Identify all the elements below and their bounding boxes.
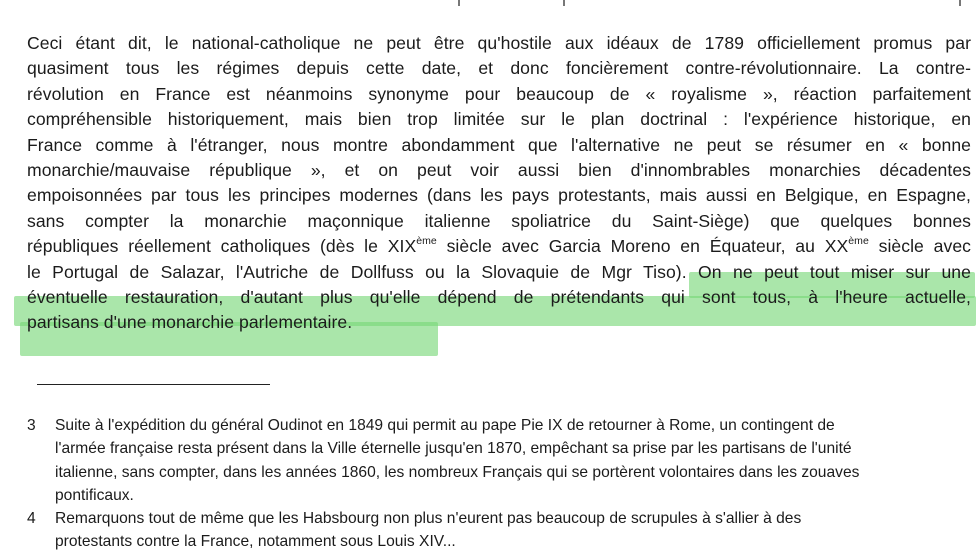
footnote-line: pontificaux. xyxy=(55,486,134,504)
page-top-edge xyxy=(0,0,980,10)
paragraph-line: sans compter la monarchie maçonnique italienne spoliatrice du Saint-Siège) que quelques bonnes xyxy=(27,210,971,231)
footnote-number: 4 xyxy=(27,510,36,528)
paragraph-line: empoisonnées par tous les principes modernes (dans les pays protestants, mais aussi en Belgique, en Espagne, xyxy=(27,185,971,206)
footnote-line: l'armée française resta présent dans la Ville éternelle jusqu'en 1870, empêchant sa prise par les partisans de l'unité xyxy=(55,440,852,458)
paragraph-line xyxy=(27,260,971,285)
paragraph-line: quasiment tous les régimes depuis cette date, et donc foncièrement contre-révolutionnaire. La contre- xyxy=(27,58,971,79)
paragraph-line: compréhensible historiquement, mais bien trop limitée sur le plan doctrinal : l'expérience historique, en xyxy=(27,109,971,130)
footnote-number: 3 xyxy=(27,417,36,434)
top-edge-mark xyxy=(458,0,460,6)
footnote-3 xyxy=(27,414,973,507)
line-text: siècle avec Garcia Moreno en Équateur, au XX xyxy=(436,236,849,257)
footnote-4 xyxy=(27,507,973,554)
main-paragraph xyxy=(27,31,971,336)
footnote-line: italienne, sans compter, dans les années 1860, les nombreux Français qui se portèrent volontaires dans les zouaves xyxy=(55,463,860,481)
footnotes xyxy=(27,414,973,554)
footnote-separator xyxy=(37,384,270,385)
footnote-line: Suite à l'expédition du général Oudinot en 1849 qui permit au pape Pie IX de retourner à Rome, un contingent de xyxy=(55,417,835,434)
top-edge-mark xyxy=(959,0,961,6)
line-text: républiques réellement catholiques (dès le XIX xyxy=(27,236,417,257)
paragraph-line: Ceci étant dit, le national-catholique ne peut être qu'hostile aux idéaux de 1789 officiellement promus par xyxy=(27,33,971,53)
footnote-line: protestants contre la France, notamment sous Louis XIV... xyxy=(55,533,456,551)
superscript: ème xyxy=(416,235,437,248)
footnote-line: Remarquons tout de même que les Habsbourg non plus n'eurent pas beaucoup de scrupules à s'allier à des xyxy=(55,510,802,528)
superscript: ème xyxy=(848,235,869,248)
paragraph-line: monarchie/mauvaise république », et on peut voir aussi bien d'innombrables monarchies décadentes xyxy=(27,159,971,180)
line-text: siècle avec xyxy=(868,236,971,257)
highlighted-line: partisans d'une monarchie parlementaire. xyxy=(27,312,353,333)
highlighted-text: On ne peut tout miser sur une xyxy=(698,261,971,282)
paragraph-line: révolution en France est néanmoins synonyme pour beaucoup de « royalisme », réaction parfaitement xyxy=(27,83,971,104)
line-text: le Portugal de Salazar, l'Autriche de Dollfuss ou la Slovaquie de Mgr Tiso). xyxy=(27,261,699,282)
paragraph-line xyxy=(27,234,971,259)
highlighted-line: éventuelle restauration, d'autant plus qu'elle dépend de prétendants qui sont tous, à l'heure actuelle, xyxy=(27,286,971,307)
top-edge-mark xyxy=(563,0,565,6)
paragraph-line: France comme à l'étranger, nous montre abondamment que l'alternative ne peut se résumer en « bonne xyxy=(27,134,971,155)
